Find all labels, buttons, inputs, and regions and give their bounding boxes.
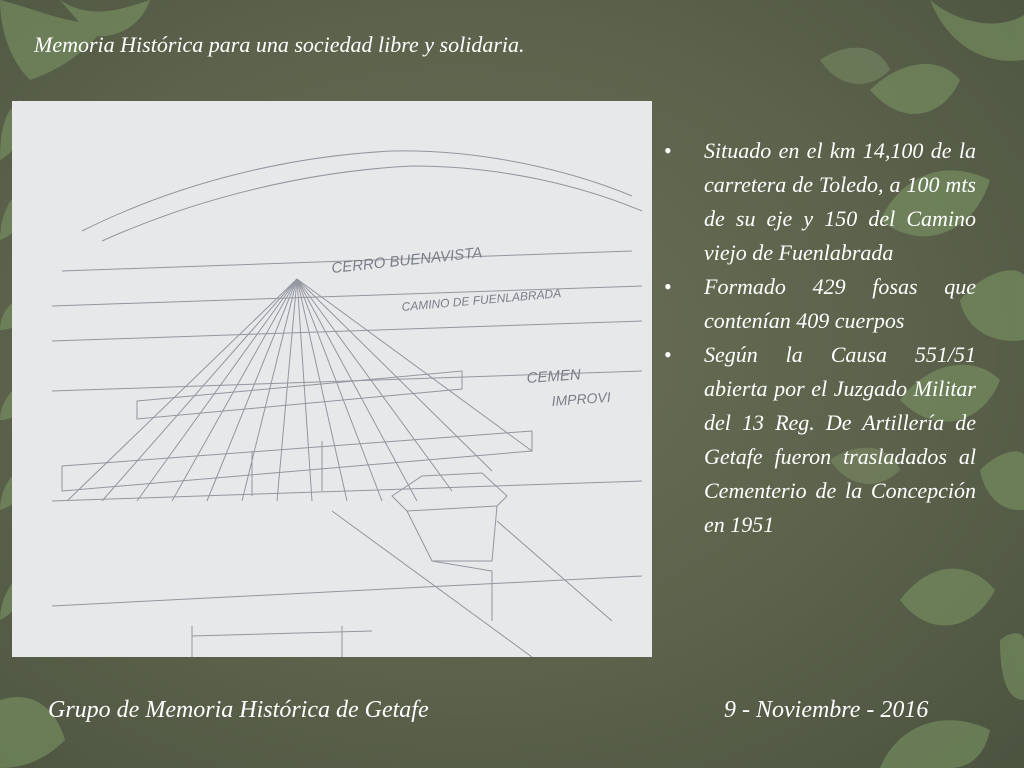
sketch-label-camino: CAMINO DE FUENLABRADA xyxy=(401,286,562,314)
bullet-marker: • xyxy=(664,138,672,163)
bullet-text: Situado en el km 14,100 de la carretera de Toledo, a 100 mts de su eje y 150 del Camino viejo de Fuenlabrada xyxy=(704,138,976,265)
leaf-shape xyxy=(900,569,995,626)
leaf-shape xyxy=(880,720,990,768)
bullet-item xyxy=(664,134,976,270)
sketch-perspective-line xyxy=(297,279,417,501)
sketch-perspective-line xyxy=(242,279,297,501)
sketch-perspective-line xyxy=(277,279,297,501)
sketch-platform xyxy=(62,431,532,491)
sketch-perspective-line xyxy=(67,279,297,501)
footer-date: 9 - Noviembre - 2016 xyxy=(724,697,929,723)
leaf-shape xyxy=(820,48,890,84)
sketch-platform xyxy=(137,371,462,419)
sketch-ground-line xyxy=(52,321,642,341)
leaf-shape xyxy=(930,0,1024,61)
bullet-item xyxy=(664,338,976,542)
sketch-hill-line xyxy=(102,166,642,241)
bullet-list xyxy=(664,134,976,542)
sketch-building xyxy=(407,506,497,561)
bullet-item xyxy=(664,270,976,338)
bullet-marker: • xyxy=(664,274,672,299)
bullet-text: Formado 429 fosas que contenían 409 cuerpos xyxy=(704,274,976,333)
sketch-road-line xyxy=(497,521,612,621)
bullet-text: Según la Causa 551/51 abierta por el Juzgado Militar del 13 Reg. De Artillería de Getafe fueron trasladados al Cementerio de la Concepción en 1951 xyxy=(704,342,976,537)
bullet-marker: • xyxy=(664,342,672,367)
footer-organization: Grupo de Memoria Histórica de Getafe xyxy=(48,697,429,723)
sketch-ground-line xyxy=(52,576,642,606)
sketch-wall xyxy=(192,631,372,636)
sketch-perspective-line xyxy=(172,279,297,501)
sketch-label-improvi: IMPROVI xyxy=(551,388,612,409)
slide-header-title: Memoria Histórica para una sociedad libre y solidaria. xyxy=(34,32,525,57)
pencil-sketch-image xyxy=(12,101,652,657)
leaf-shape xyxy=(980,451,1024,510)
sketch-perspective-line xyxy=(137,279,297,501)
leaf-shape xyxy=(1000,633,1024,700)
sketch-label-cerro: CERRO BUENAVISTA xyxy=(330,244,484,277)
sketch-road-line xyxy=(332,511,532,657)
sketch-label-cemen: CEMEN xyxy=(526,366,582,387)
sketch-hill-line xyxy=(82,151,632,231)
pencil-sketch-drawing xyxy=(12,101,652,657)
sketch-perspective-line xyxy=(102,279,297,501)
sketch-building xyxy=(392,473,507,511)
